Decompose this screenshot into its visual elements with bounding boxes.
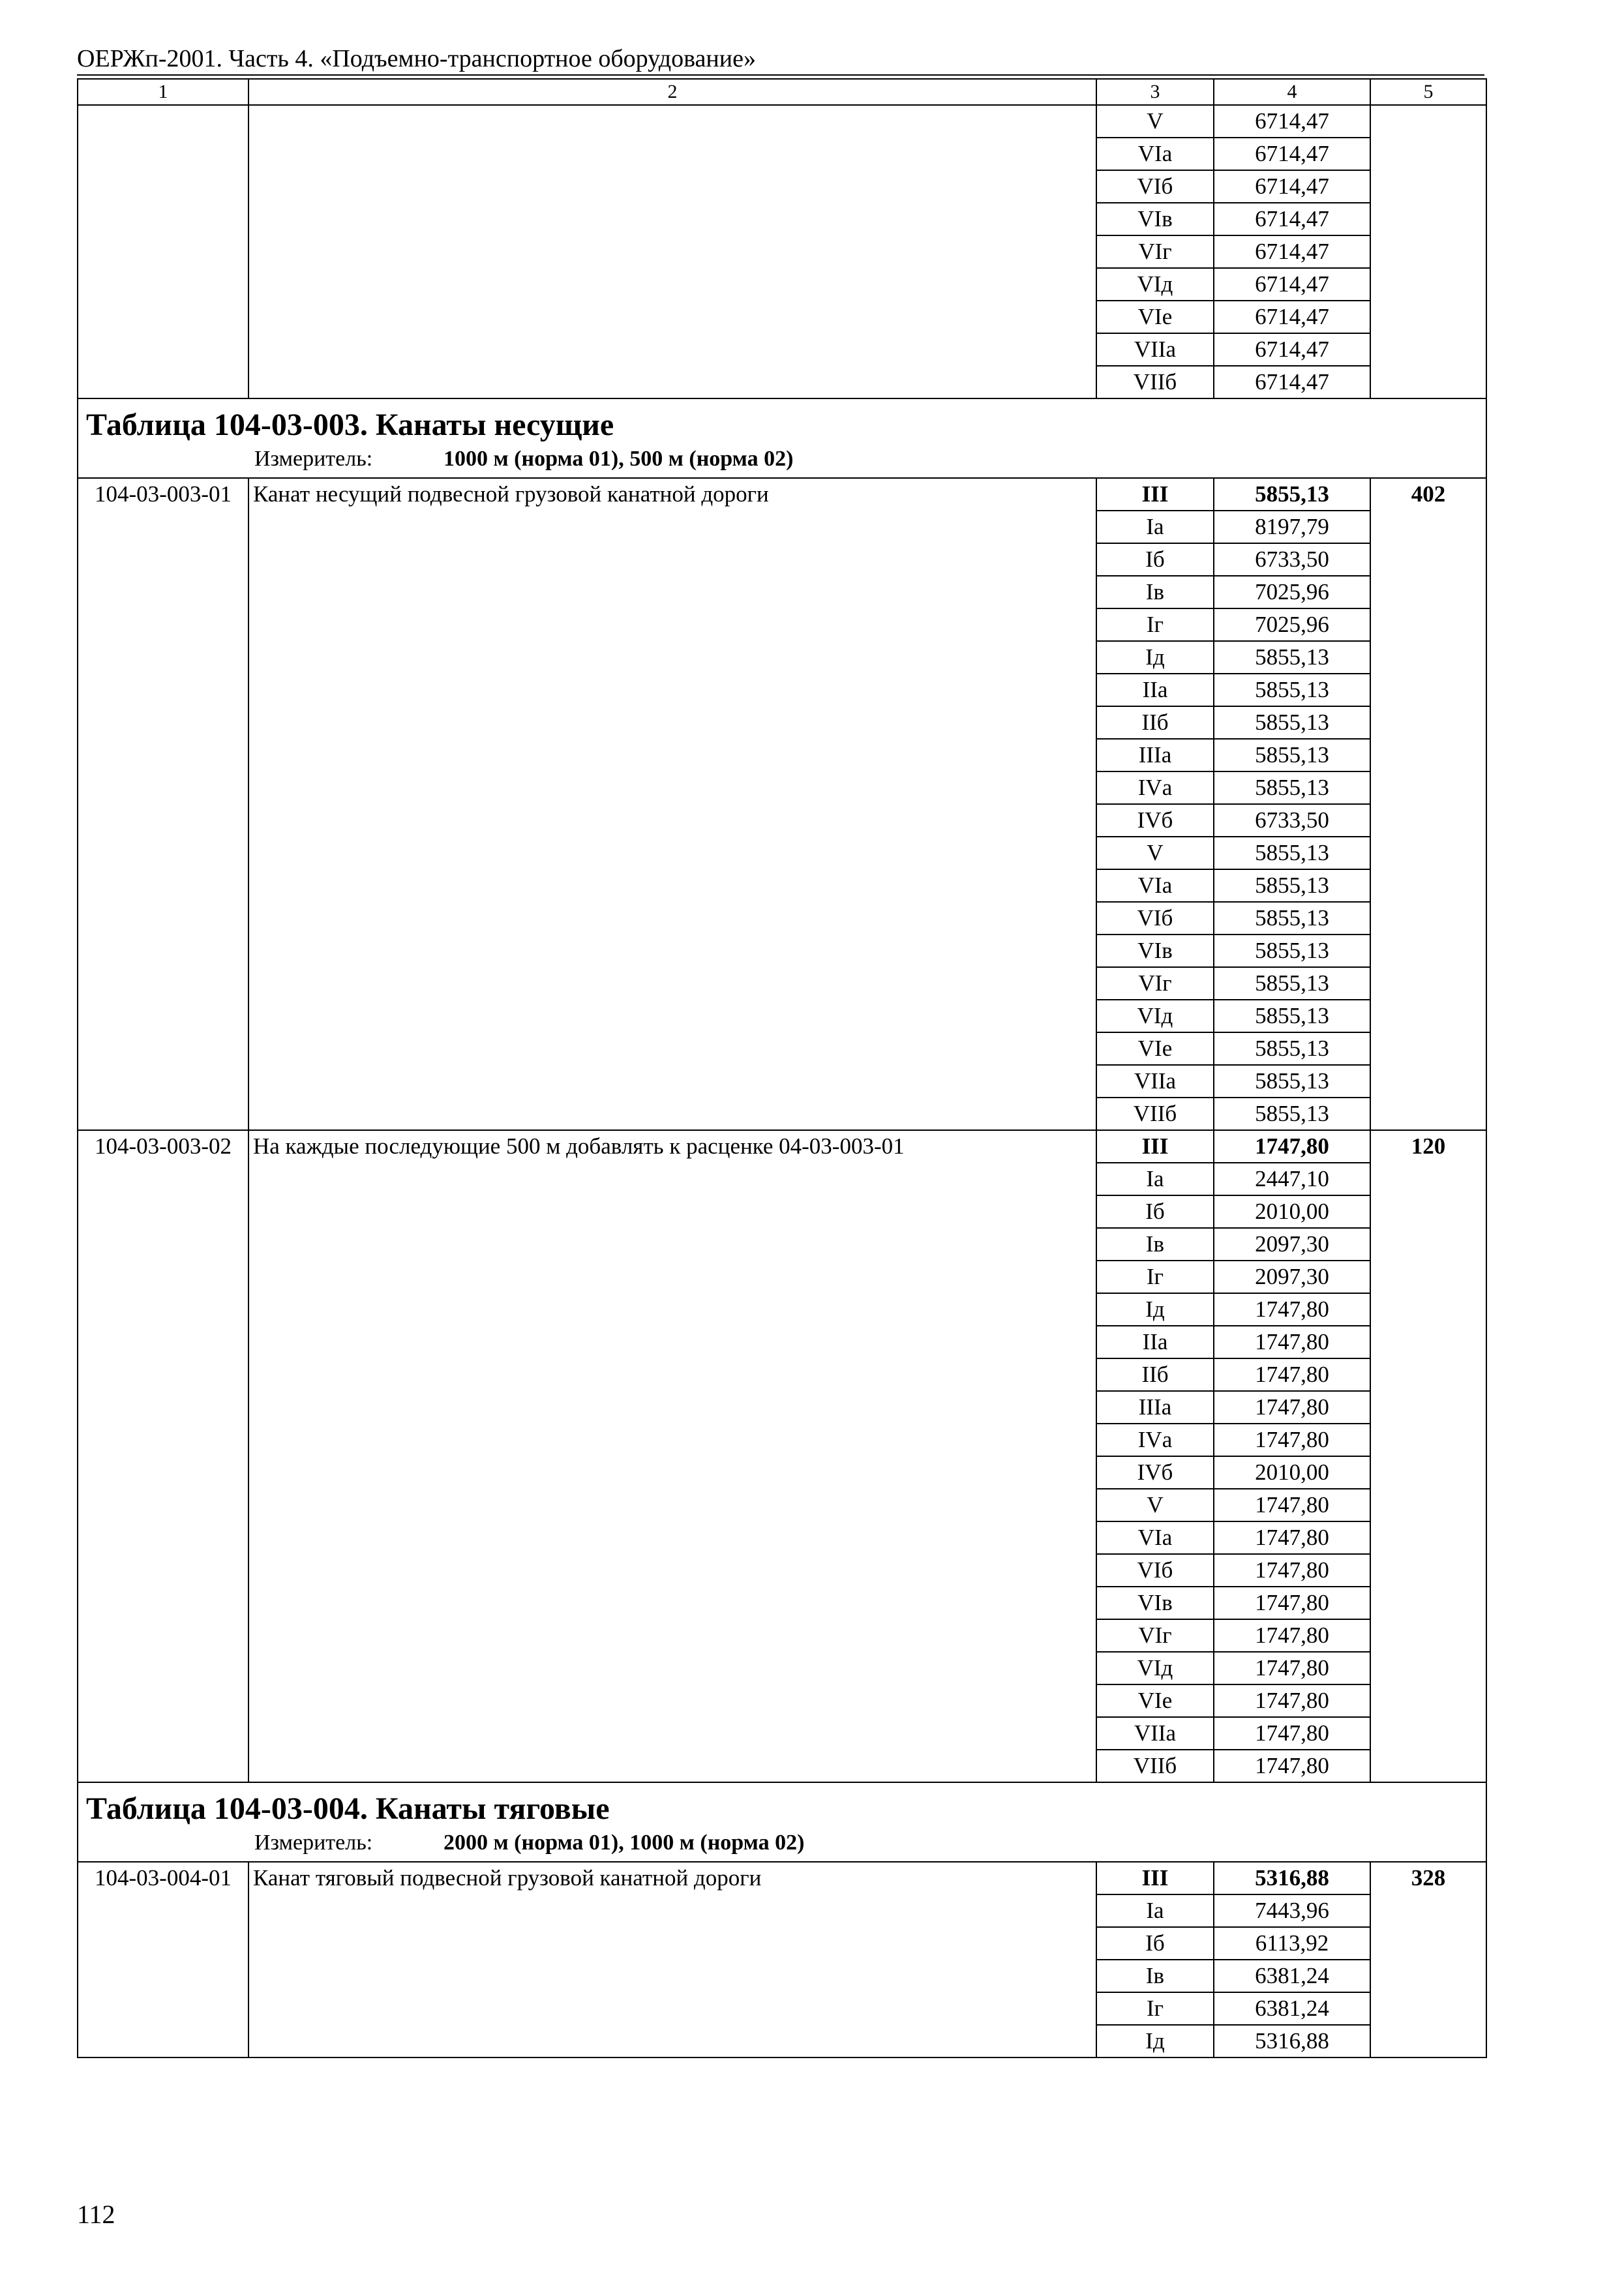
- meter-label: Измеритель:: [254, 447, 373, 471]
- price-cell: 7025,96: [1214, 608, 1370, 641]
- zone-cell: VIв: [1096, 935, 1214, 967]
- header-rule: [77, 74, 1484, 76]
- base-zone: III: [1096, 478, 1214, 511]
- price-cell: 5855,13: [1214, 935, 1370, 967]
- zone-cell: VIIа: [1096, 1717, 1214, 1750]
- column-number: 2: [248, 79, 1096, 105]
- price-cell: 5855,13: [1214, 641, 1370, 674]
- zone-cell: VIд: [1096, 268, 1214, 301]
- price-cell: 6113,92: [1214, 1927, 1370, 1960]
- price-cell: 1747,80: [1214, 1489, 1370, 1521]
- zone-cell: Iб: [1096, 543, 1214, 576]
- base-price: 5855,13: [1214, 478, 1370, 511]
- column-number: 1: [78, 79, 248, 105]
- price-cell: 5855,13: [1214, 902, 1370, 935]
- zone-cell: V: [1096, 105, 1214, 138]
- zone-cell: VIг: [1096, 235, 1214, 268]
- zone-cell: VIд: [1096, 1000, 1214, 1032]
- price-cell: 5855,13: [1214, 1065, 1370, 1098]
- price-cell: 6381,24: [1214, 1960, 1370, 1992]
- price-cell: 1747,80: [1214, 1358, 1370, 1391]
- zone-cell: Iд: [1096, 2025, 1214, 2057]
- table-row: [78, 1862, 1486, 1894]
- price-cell: 8197,79: [1214, 511, 1370, 543]
- zone-cell: IVб: [1096, 1456, 1214, 1489]
- zone-cell: IIа: [1096, 674, 1214, 706]
- zone-cell: Iв: [1096, 1960, 1214, 1992]
- price-cell: 6733,50: [1214, 543, 1370, 576]
- zone-cell: Iа: [1096, 511, 1214, 543]
- zone-cell: IIб: [1096, 1358, 1214, 1391]
- section-title: Таблица 104-03-004. Канаты тяговые: [86, 1791, 610, 1826]
- zone-cell: IIб: [1096, 706, 1214, 739]
- price-cell: 6714,47: [1214, 301, 1370, 333]
- zone-cell: V: [1096, 837, 1214, 869]
- price-cell: 6714,47: [1214, 366, 1370, 398]
- price-cell: 6714,47: [1214, 268, 1370, 301]
- zone-cell: Iд: [1096, 1293, 1214, 1326]
- price-cell: 2097,30: [1214, 1228, 1370, 1261]
- zone-cell: IVа: [1096, 771, 1214, 804]
- zone-cell: VIIб: [1096, 1098, 1214, 1130]
- zone-cell: Iв: [1096, 576, 1214, 608]
- price-cell: 5855,13: [1214, 674, 1370, 706]
- section-header-row: [78, 1782, 1486, 1862]
- price-cell: 5855,13: [1214, 1000, 1370, 1032]
- base-zone: III: [1096, 1130, 1214, 1163]
- column-number: 3: [1096, 79, 1214, 105]
- zone-cell: VIа: [1096, 869, 1214, 902]
- price-cell: 6714,47: [1214, 333, 1370, 366]
- zone-cell: Iг: [1096, 608, 1214, 641]
- base-price: 1747,80: [1214, 1130, 1370, 1163]
- zone-cell: IIIа: [1096, 739, 1214, 771]
- page-header: ОЕРЖп-2001. Часть 4. «Подъемно-транспортное оборудование»: [77, 45, 756, 72]
- rate-code: 104-03-004-01: [78, 1862, 248, 2057]
- section-header: [78, 1782, 1486, 1862]
- meter-label: Измеритель:: [254, 1831, 373, 1855]
- price-cell: 1747,80: [1214, 1717, 1370, 1750]
- price-cell: 5855,13: [1214, 706, 1370, 739]
- meter-value: 1000 м (норма 01), 500 м (норма 02): [444, 447, 794, 471]
- section-meter: [78, 1829, 1486, 1861]
- zone-cell: VIе: [1096, 301, 1214, 333]
- rate-code: 104-03-003-02: [78, 1130, 248, 1782]
- base-price: 5316,88: [1214, 1862, 1370, 1894]
- rates-table: [77, 78, 1487, 2058]
- rate-code: 104-03-003-01: [78, 478, 248, 1130]
- section-header: [78, 398, 1486, 478]
- price-cell: 6714,47: [1214, 170, 1370, 203]
- zone-cell: IIа: [1096, 1326, 1214, 1358]
- price-cell: 6714,47: [1214, 105, 1370, 138]
- zone-cell: VIIа: [1096, 333, 1214, 366]
- table-row: [78, 478, 1486, 511]
- column-number-row: [78, 79, 1486, 105]
- price-cell: 5855,13: [1214, 967, 1370, 1000]
- zone-cell: VIд: [1096, 1652, 1214, 1684]
- zone-cell: Iг: [1096, 1992, 1214, 2025]
- labor-cell: [1370, 105, 1486, 398]
- labor-cost: 120: [1370, 1130, 1486, 1782]
- price-cell: 1747,80: [1214, 1293, 1370, 1326]
- zone-cell: Iв: [1096, 1228, 1214, 1261]
- zone-cell: VIг: [1096, 967, 1214, 1000]
- price-cell: 1747,80: [1214, 1619, 1370, 1652]
- rate-name: Канат тяговый подвесной грузовой канатной дороги: [248, 1862, 1096, 2057]
- meter-value: 2000 м (норма 01), 1000 м (норма 02): [444, 1831, 805, 1855]
- zone-cell: VIб: [1096, 170, 1214, 203]
- section-meter: [78, 445, 1486, 477]
- price-cell: 1747,80: [1214, 1554, 1370, 1587]
- zone-cell: VIе: [1096, 1684, 1214, 1717]
- zone-cell: IVа: [1096, 1424, 1214, 1456]
- price-cell: 1747,80: [1214, 1424, 1370, 1456]
- price-cell: 7443,96: [1214, 1894, 1370, 1927]
- zone-cell: V: [1096, 1489, 1214, 1521]
- price-cell: 1747,80: [1214, 1391, 1370, 1424]
- zone-cell: IVб: [1096, 804, 1214, 837]
- rate-name: Канат несущий подвесной грузовой канатной дороги: [248, 478, 1096, 1130]
- zone-cell: Iа: [1096, 1894, 1214, 1927]
- zone-cell: Iб: [1096, 1195, 1214, 1228]
- price-cell: 7025,96: [1214, 576, 1370, 608]
- zone-cell: IIIа: [1096, 1391, 1214, 1424]
- zone-cell: VIб: [1096, 902, 1214, 935]
- price-cell: 6714,47: [1214, 235, 1370, 268]
- table-row: [78, 1130, 1486, 1163]
- base-zone: III: [1096, 1862, 1214, 1894]
- column-number: 4: [1214, 79, 1370, 105]
- zone-cell: VIв: [1096, 1587, 1214, 1619]
- zone-cell: VIа: [1096, 1521, 1214, 1554]
- price-cell: 1747,80: [1214, 1684, 1370, 1717]
- code-cell: [78, 105, 248, 398]
- section-title: Таблица 104-03-003. Канаты несущие: [86, 408, 614, 442]
- zone-cell: Iа: [1096, 1163, 1214, 1195]
- zone-cell: VIб: [1096, 1554, 1214, 1587]
- price-cell: 5855,13: [1214, 1098, 1370, 1130]
- price-cell: 6714,47: [1214, 138, 1370, 170]
- page-number: 112: [77, 2200, 115, 2229]
- zone-cell: VIIб: [1096, 1750, 1214, 1782]
- rate-name: На каждые последующие 500 м добавлять к расценке 04-03-003-01: [248, 1130, 1096, 1782]
- zone-cell: VIIб: [1096, 366, 1214, 398]
- price-cell: 5855,13: [1214, 771, 1370, 804]
- price-cell: 1747,80: [1214, 1652, 1370, 1684]
- labor-cost: 402: [1370, 478, 1486, 1130]
- zone-cell: VIг: [1096, 1619, 1214, 1652]
- column-number: 5: [1370, 79, 1486, 105]
- price-cell: 1747,80: [1214, 1750, 1370, 1782]
- zone-cell: VIа: [1096, 138, 1214, 170]
- price-cell: 5316,88: [1214, 2025, 1370, 2057]
- zone-cell: Iг: [1096, 1261, 1214, 1293]
- zone-cell: Iд: [1096, 641, 1214, 674]
- price-cell: 5855,13: [1214, 1032, 1370, 1065]
- name-cell: [248, 105, 1096, 398]
- zone-cell: VIв: [1096, 203, 1214, 235]
- zone-cell: VIIа: [1096, 1065, 1214, 1098]
- price-cell: 1747,80: [1214, 1587, 1370, 1619]
- zone-cell: VIе: [1096, 1032, 1214, 1065]
- price-cell: 6714,47: [1214, 203, 1370, 235]
- price-cell: 1747,80: [1214, 1521, 1370, 1554]
- price-cell: 2010,00: [1214, 1456, 1370, 1489]
- labor-cost: 328: [1370, 1862, 1486, 2057]
- price-cell: 5855,13: [1214, 869, 1370, 902]
- price-cell: 5855,13: [1214, 837, 1370, 869]
- zone-cell: Iб: [1096, 1927, 1214, 1960]
- price-cell: 6733,50: [1214, 804, 1370, 837]
- price-cell: 2010,00: [1214, 1195, 1370, 1228]
- price-cell: 1747,80: [1214, 1326, 1370, 1358]
- table-row: [78, 105, 1486, 138]
- price-cell: 2447,10: [1214, 1163, 1370, 1195]
- price-cell: 6381,24: [1214, 1992, 1370, 2025]
- price-cell: 2097,30: [1214, 1261, 1370, 1293]
- price-cell: 5855,13: [1214, 739, 1370, 771]
- section-header-row: [78, 398, 1486, 478]
